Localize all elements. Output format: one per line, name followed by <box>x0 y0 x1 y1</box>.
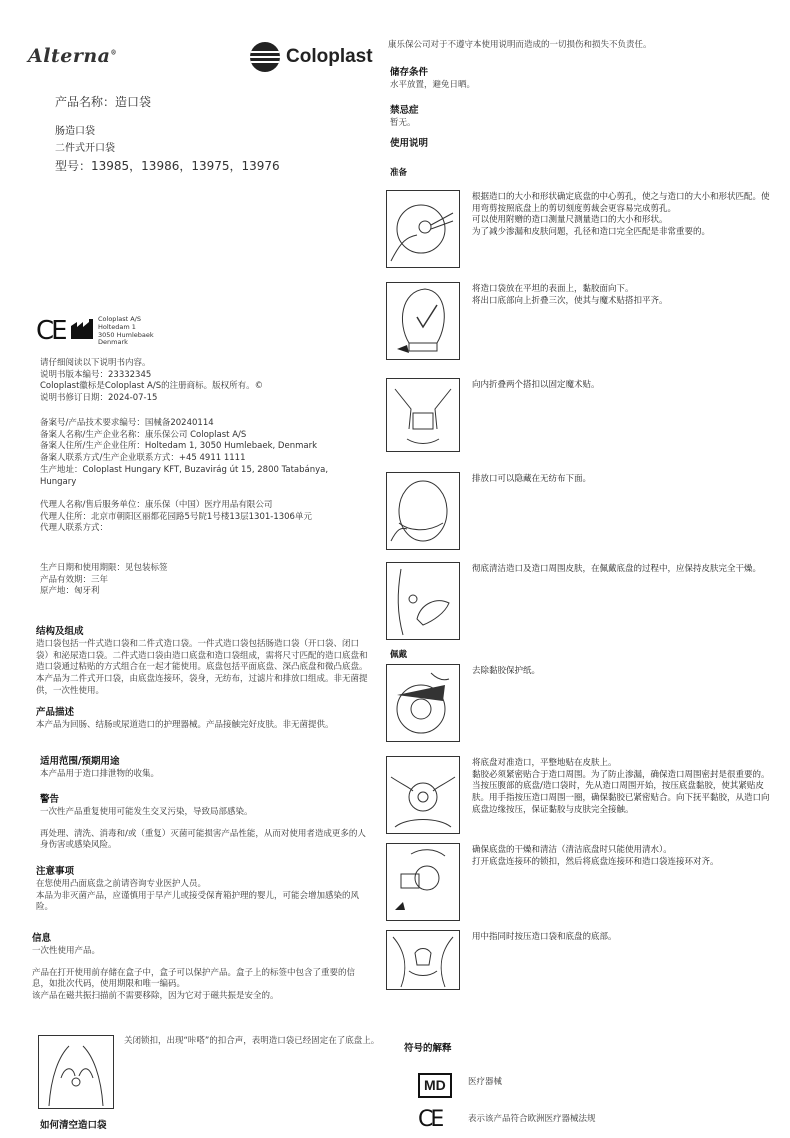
symbols-title: 符号的解释 <box>404 1043 452 1054</box>
step-text-content: 将底盘对准造口，平整地贴在皮肤上。 黏胶必须紧密贴合于造口周围。为了防止渗漏，确保造口周围密封是很重要的。当按压腹部的底盘/造口袋时，先从造口周围开始，按压底盘黏胶，使其紧贴皮肤。用手指按压造口周围一圈，确保黏胶已紧密贴合。向下抚平黏胶，从造口向底盘边缘按压，保证黏胶与皮肤完全接触。 <box>472 758 770 815</box>
step-text-content: 根据造口的大小和形状确定底盘的中心剪孔，使之与造口的大小和形状匹配。使用弯剪按照底盘上的剪切刻度剪裁会更容易完成剪孔。 可以使用附赠的造口测量尺测量造口的大小和形状。 为了减少渗漏和皮肤问题，孔径和造口完全匹配是非常重要的。 <box>472 192 770 238</box>
description-section <box>36 707 370 732</box>
step-apply-baseplate <box>386 756 776 836</box>
step-clean-skin <box>386 562 776 642</box>
ce-mark-icon: CE <box>36 316 65 346</box>
attach-bag-icon <box>387 844 459 920</box>
step-text <box>472 564 772 576</box>
notice-line: 说明书版本编号：23332345 <box>40 369 152 380</box>
step-remove-paper <box>386 664 776 744</box>
step-text-content: 排放口可以隐藏在无纺布下面。 <box>472 474 592 484</box>
warning-section <box>40 794 370 852</box>
step-cut-hole <box>386 190 776 270</box>
storage-body: 水平放置，避免日晒。 <box>390 79 476 90</box>
step-press-bottom <box>386 930 776 992</box>
registration-line: Hungary <box>40 476 77 487</box>
step-illustration <box>386 843 460 921</box>
hands-icon <box>39 1036 113 1108</box>
close-lock-text: 关闭锁扣，出现“咔嗒”的扣合声，表明造口袋已经固定在了底盘上。 <box>124 1036 380 1046</box>
step-illustration <box>386 664 460 742</box>
bag-outline-icon <box>387 473 459 549</box>
step-text-content: 将造口袋放在平坦的表面上，黏胶面向下。 将出口底部向上折叠三次，使其与魔术贴搭扣平齐。 <box>472 284 668 306</box>
usage-title: 使用说明 <box>390 138 429 149</box>
dates-line: 产品有效期：三年 <box>40 574 109 585</box>
scope-body: 本产品用于造口排泄物的收集。 <box>40 768 160 779</box>
dates-block <box>40 563 370 598</box>
warning-body: 再处理、清洗、消毒和/或（重复）灭菌可能损害产品性能，从而对使用者造成更多的人身伤害或感染风险。 <box>40 828 366 851</box>
alterna-logo <box>28 44 117 70</box>
description-title: 产品描述 <box>36 707 75 718</box>
warning-title: 警告 <box>40 794 60 805</box>
alterna-logo-text: Alterna <box>28 45 111 67</box>
description-body: 本产品为回肠、结肠或尿道造口的护理器械。产品接触完好皮肤。非无菌提供。 <box>36 719 334 730</box>
coloplast-mark-icon <box>250 42 280 72</box>
storage-title: 储存条件 <box>390 67 429 78</box>
dates-line: 原产地：匈牙利 <box>40 586 100 597</box>
notice-line: 说明书修订日期：2024-07-15 <box>40 393 158 404</box>
scissors-baseplate-icon <box>387 191 459 267</box>
info-body: 产品在打开使用前存储在盒子中，盒子可以保护产品。盒子上的标签中包含了重要的信息，如批次代码，使用期限和唯一编码。 <box>32 967 356 990</box>
address-line: Holtedam 1 <box>98 322 136 331</box>
coloplast-logo-text: Coloplast <box>286 46 373 68</box>
ce-symbol-icon: CE <box>418 1107 442 1132</box>
structure-body: 造口袋包括一件式造口袋和二件式造口袋。一件式造口袋包括肠造口袋（开口袋、闭口袋）和泌尿造口袋。二件式造口袋由造口底盘和造口袋组成，需将尺寸匹配的造口底盘和造口袋通过粘贴的方式组合在一起才能使用。底盘包括平面底盘、深凸底盘和微凸底盘。本产品为二件式开口袋，由底盘连接环，袋身，无纺布，过滤片和排放口组成。非无菌提供，一次性使用。 <box>36 638 368 696</box>
product-type: 肠造口袋 <box>55 126 95 137</box>
agent-block <box>40 500 370 535</box>
step-text-content: 向内折叠两个搭扣以固定魔术贴。 <box>472 380 600 390</box>
info-body: 一次性使用产品。 <box>32 945 101 956</box>
wear-title: 佩戴 <box>390 650 408 660</box>
caution-title: 注意事项 <box>36 866 75 877</box>
md-symbol-icon: MD <box>418 1073 452 1098</box>
step-text <box>472 845 772 868</box>
address-line: Denmark <box>98 338 128 347</box>
structure-title: 结构及组成 <box>36 626 84 637</box>
manufacturer-icon <box>70 318 94 340</box>
step-text-content: 彻底清洁造口及造口周围皮肤，在佩戴底盘的过程中，应保持皮肤完全干燥。 <box>472 564 762 574</box>
info-body: 该产品在磁共振扫描前不需要移除，因为它对于磁共振是安全的。 <box>32 990 279 1001</box>
step-text <box>472 380 772 392</box>
ce-symbol-text: 表示该产品符合欧洲医疗器械法规 <box>468 1114 596 1124</box>
step-illustration <box>386 930 460 990</box>
contraindication-body: 暂无。 <box>390 117 416 128</box>
product-pieces: 二件式开口袋 <box>55 143 115 154</box>
registration-line: 备案人名称/生产企业名称：康乐保公司 Coloplast A/S <box>40 429 247 440</box>
step-fold-tabs <box>386 378 776 454</box>
registration-line: 生产地址：Coloplast Hungary KFT, Buzavirág út 15, 2800 Tatabánya, <box>40 464 329 475</box>
step-text <box>472 192 772 239</box>
step-attach-bag <box>386 843 776 923</box>
step-illustration <box>386 378 460 452</box>
registration-line: 备案号/产品技术要求编号：国械备20240114 <box>40 418 214 428</box>
step-hide-outlet <box>386 472 776 552</box>
how-to-empty-title: 如何清空造口袋 <box>40 1120 107 1131</box>
step-text-content: 去除黏胶保护纸。 <box>472 666 541 676</box>
contraindication-section <box>390 105 419 130</box>
address-line: Coloplast A/S <box>98 315 141 323</box>
step-text-content: 确保底盘的干燥和清洁（清洁底盘时只能使用清水）。 打开底盘连接环的锁扣，然后将底盘连接环和造口袋连接环对齐。 <box>472 845 719 867</box>
bag-check-icon <box>387 283 459 359</box>
agent-line: 代理人住所：北京市朝阳区丽都花园路5号院1号楼13层1301-1306单元 <box>40 511 312 522</box>
warning-body: 一次性产品重复使用可能发生交叉污染，导致局部感染。 <box>40 806 253 817</box>
remove-paper-icon <box>387 665 459 741</box>
registered-mark: ® <box>110 49 117 57</box>
step-illustration <box>386 472 460 550</box>
step-illustration <box>386 282 460 360</box>
step-illustration <box>386 190 460 268</box>
step-illustration <box>386 562 460 640</box>
contraindication-title: 禁忌症 <box>390 105 419 116</box>
caution-section <box>36 866 370 914</box>
disclaimer: 康乐保公司对于不遵守本使用说明而造成的一切损伤和损失不负责任。 <box>388 40 652 50</box>
step-fold-outlet <box>386 282 776 362</box>
notice-block <box>40 358 360 405</box>
dates-line: 生产日期和使用期限：见包装标签 <box>40 563 168 573</box>
agent-line: 代理人名称/售后服务单位：康乐保（中国）医疗用品有限公司 <box>40 500 273 510</box>
notice-line: Coloplast徽标是Coloplast A/S的注册商标。版权所有。© <box>40 381 264 392</box>
close-lock-illustration <box>38 1035 114 1109</box>
scope-section <box>40 756 370 781</box>
fold-tabs-icon <box>387 379 459 451</box>
step-text <box>472 474 772 486</box>
agent-line: 代理人联系方式： <box>40 523 109 534</box>
press-baseplate-icon <box>387 757 459 833</box>
step-text <box>472 758 772 817</box>
step-illustration <box>386 756 460 834</box>
coloplast-logo <box>250 42 373 72</box>
cleaning-hand-icon <box>387 563 459 639</box>
storage-section <box>390 67 475 92</box>
step-text <box>472 932 772 944</box>
registration-line: 备案人住所/生产企业住所：Holtedam 1, 3050 Humlebaek, Denmark <box>40 441 317 452</box>
prep-title: 准备 <box>390 168 408 178</box>
step-text-content: 用中指同时按压造口袋和底盘的底部。 <box>472 932 617 942</box>
caution-body: 本品为非灭菌产品，应谨慎用于早产儿或接受保育箱护理的婴儿，可能会增加感染的风险。 <box>36 890 360 913</box>
registration-block <box>40 418 370 488</box>
scope-title: 适用范围/预期用途 <box>40 756 120 767</box>
step-text <box>472 666 772 678</box>
press-bottom-icon <box>387 931 459 989</box>
product-model: 型号：13985，13986，13975，13976 <box>55 159 280 173</box>
notice-line: 请仔细阅读以下说明书内容。 <box>40 358 151 368</box>
registration-line: 备案人联系方式/生产企业联系方式：+45 4911 1111 <box>40 453 246 464</box>
md-symbol-text: 医疗器械 <box>468 1077 503 1087</box>
info-section <box>32 933 370 1003</box>
manufacturer-address <box>98 316 154 347</box>
address-line: 3050 Humlebaek <box>98 330 154 339</box>
caution-body: 在您使用凸面底盘之前请咨询专业医护人员。 <box>36 878 207 889</box>
structure-section <box>36 626 370 697</box>
step-text <box>472 284 772 307</box>
info-title: 信息 <box>32 933 52 944</box>
product-name: 产品名称：造口袋 <box>55 95 152 109</box>
